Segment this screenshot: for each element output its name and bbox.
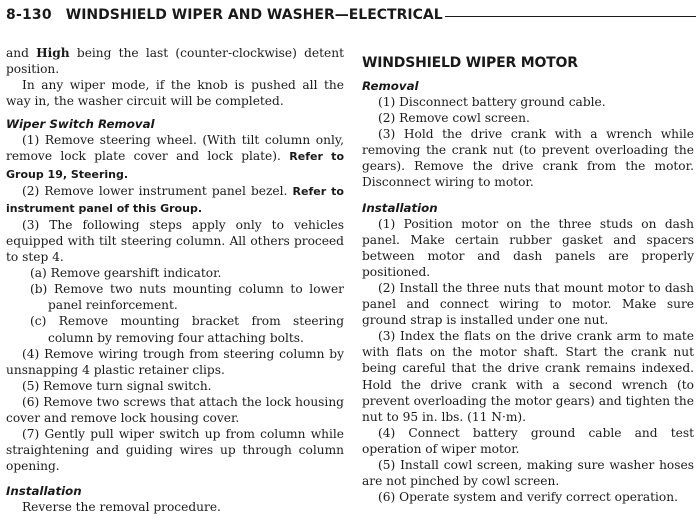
page-number: 8-130 [6, 7, 52, 23]
intro-text: and [6, 46, 37, 60]
motor-removal-step-1: (1) Disconnect battery ground cable. [378, 95, 606, 109]
right-column [362, 50, 694, 505]
wiper-motor-section-title: WINDSHIELD WIPER MOTOR [362, 55, 578, 71]
motor-installation-heading: Installation [362, 200, 438, 215]
header-rule [445, 16, 696, 17]
switch-step-3b: (b) Remove two nuts mounting column to lower panel reinforcement. [30, 282, 344, 313]
motor-install-step-2: (2) Install the three nuts that mount motor to dash panel and connect wiring to motor. Make sure ground strap is installed under one nut. [362, 280, 694, 328]
page-header [6, 4, 696, 26]
motor-install-step-5: (5) Install cowl screen, making sure washer hoses are not pinched by cowl screen. [362, 457, 694, 489]
step-text: (1) Remove steering wheel. (With tilt column only, remove lock plate cover and lock plate). [6, 133, 344, 164]
motor-install-step-4: (4) Connect battery ground cable and test operation of wiper motor. [362, 425, 694, 456]
intro-text-cont: being the last (counter-clockwise) detent position. [6, 46, 344, 77]
switch-step-3c: (c) Remove mounting bracket from steering column by removing four attaching bolts. [30, 314, 344, 345]
switch-step-4: (4) Remove wiring trough from steering column by unsnapping 4 plastic retainer clips. [6, 346, 344, 377]
motor-install-step-6: (6) Operate system and verify correct operation. [378, 490, 678, 505]
switch-step-6: (6) Remove two screws that attach the lock housing cover and remove lock housing cover. [6, 394, 344, 425]
intro-bold-term: High [36, 46, 70, 60]
switch-step-3: (3) The following steps apply only to vehicles equipped with tilt steering column. All others proceed to step 4. [6, 217, 344, 265]
step-reference: Refer to Group 19, Steering. [6, 150, 345, 181]
motor-install-step-3: (3) Index the flats on the drive crank arm to mate with flats on the motor shaft. Start the crank nut being careful that the drive crank remains indexed. Hold the drive crank with a second wrench (to prevent overloading the motor gears) and tighten the nut to 95 in. lbs. (11 N·m). [362, 329, 694, 424]
motor-removal-step-3: (3) Hold the drive crank with a wrench while removing the crank nut (to prevent overloading the gears). Remove the drive crank from the motor. Disconnect wiring to motor. [362, 127, 694, 190]
wiper-switch-removal-heading: Wiper Switch Removal [6, 117, 155, 132]
motor-removal-heading: Removal [362, 79, 419, 93]
intro-paragraph-2: In any wiper mode, if the knob is pushed all the way in, the washer circuit will be completed. [6, 78, 344, 109]
step-reference: Refer to instrument panel of this Group. [6, 184, 344, 215]
step-text: (2) Remove lower instrument panel bezel. [22, 183, 293, 198]
switch-step-2 [6, 183, 344, 217]
intro-paragraph-1 [6, 45, 344, 77]
motor-removal-step-2: (2) Remove cowl screen. [378, 111, 530, 126]
switch-step-7: (7) Gently pull wiper switch up from column while straightening and guiding wires up through column opening. [6, 427, 344, 474]
left-column [6, 45, 344, 515]
switch-step-5: (5) Remove turn signal switch. [22, 378, 212, 393]
switch-step-1 [6, 132, 344, 182]
switch-installation-text: Reverse the removal procedure. [22, 500, 221, 515]
page-header-title: WINDSHIELD WIPER AND WASHER—ELECTRICAL [65, 7, 443, 23]
switch-step-3a: (a) Remove gearshift indicator. [30, 266, 222, 281]
switch-installation-heading: Installation [6, 484, 82, 499]
motor-install-step-1: (1) Position motor on the three studs on dash panel. Make certain rubber gasket and spacers between motor and dash panels are properly positioned. [362, 216, 694, 279]
